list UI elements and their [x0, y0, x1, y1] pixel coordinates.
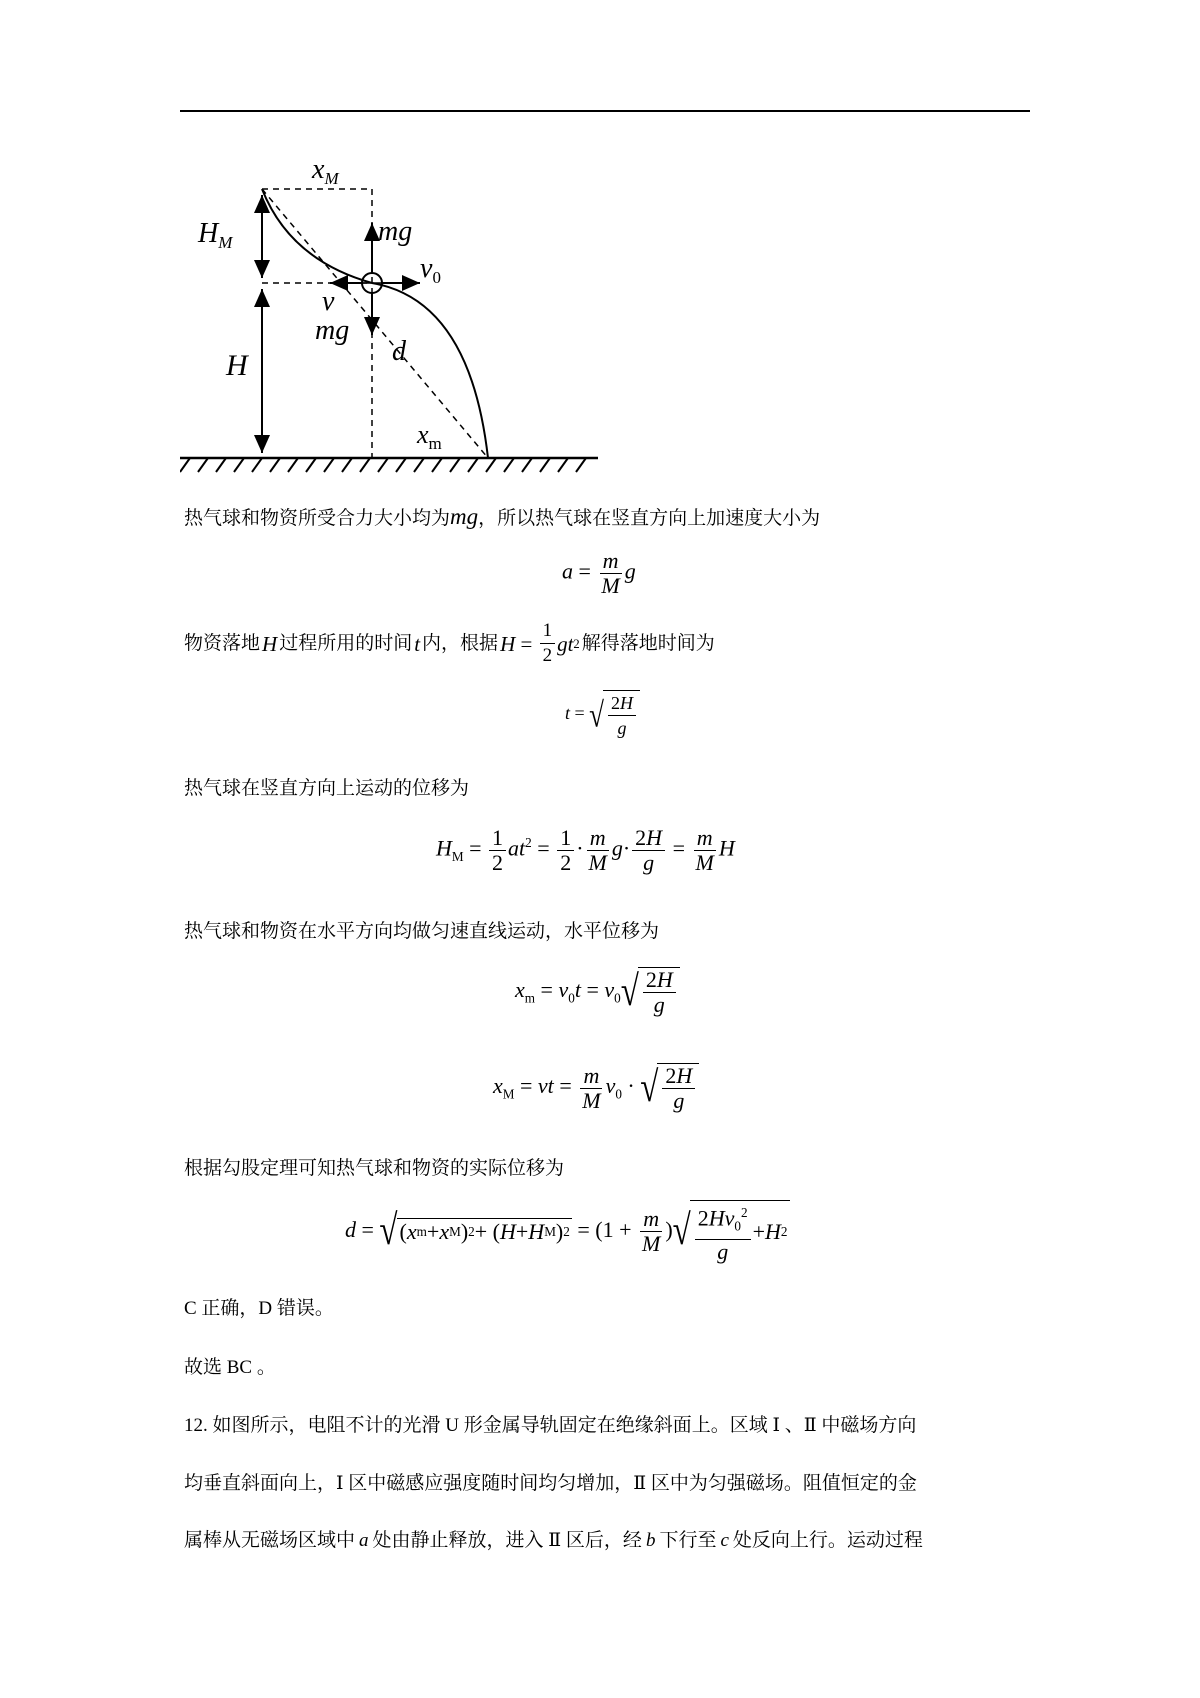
- label-v: v: [322, 286, 335, 317]
- text-line-6: C 正确，D 错误。: [184, 1298, 334, 1319]
- equation-HM: $H_M$ = $\frac{1}{2}$ $at^2$ = $\frac{1}{2}$ · $\frac{m}{M}$ g· $\frac{2H}{g}$ = $\frac{m}{M}$ H: [436, 825, 735, 875]
- text-line-5: 根据勾股定理可知热气球和物资的实际位移为: [184, 1158, 565, 1179]
- q12-line-3-a: 属棒从无磁场区域中: [184, 1530, 356, 1551]
- text-line-1-b: ，所以热气球在竖直方向上加速度大小为: [478, 508, 821, 529]
- text-line-1: [184, 503, 820, 533]
- question-12-line-2: 均垂直斜面向上，Ⅰ 区中磁感应强度随时间均匀增加，Ⅱ 区中为匀强磁场。阻值恒定的金: [184, 1473, 917, 1494]
- balloon-trajectory: [262, 189, 372, 283]
- text-line-2-a: 物资落地: [184, 632, 261, 654]
- object-trajectory: [372, 283, 488, 458]
- text-line-3: 热气球在竖直方向上运动的位移为: [184, 778, 470, 799]
- equation-time: t = √ $\frac{2H}{g}$: [565, 690, 640, 740]
- equation-acceleration: a = $\frac{m}{M}$ g: [562, 548, 636, 598]
- question-12-line-1: 12. 如图所示，电阻不计的光滑 U 形金属导轨固定在绝缘斜面上。区域 Ⅰ 、Ⅱ 中磁场方向: [184, 1415, 917, 1436]
- text-line-2-b: 过程所用的时间: [279, 632, 413, 654]
- equation-xm: $x_m = v_0t = v_0$ √ $\frac{2H}{g}$: [515, 967, 680, 1017]
- inline-formula-H: H = $\frac{1}{2}$ gt 2: [500, 620, 580, 666]
- q12-var-a: a: [359, 1530, 369, 1551]
- question-12-line-3: [184, 1527, 923, 1555]
- label-mg-down: mg: [315, 315, 350, 346]
- text-line-4: 热气球和物资在水平方向均做匀速直线运动，水平位移为: [184, 921, 660, 942]
- equation-d: d = √ ( x m + x M ) 2 + ( H + H M ) 2 = (1 + $\frac{m}{M}$ ) √ $\frac{2Hv_0^2}{g}$ + H 2: [345, 1200, 790, 1264]
- text-line-1-a: 热气球和物资所受合力大小均为: [184, 508, 451, 529]
- text-line-2-d: 解得落地时间为: [581, 632, 715, 654]
- header-rule: [180, 110, 1030, 112]
- text-line-2-t: t: [414, 631, 421, 656]
- equation-xM: $x_M$ = vt = $\frac{m}{M}$ $v_0$ · √ $\frac{2H}{g}$: [493, 1063, 699, 1113]
- text-line-7: 故选 BC 。: [184, 1357, 276, 1378]
- text-line-2-c: 内，根据: [422, 632, 499, 654]
- text-line-2: [184, 619, 715, 668]
- label-HM: $H_M$: [198, 218, 233, 252]
- ground-hatching: [180, 458, 586, 472]
- label-xM: $x_M$: [312, 154, 339, 188]
- label-xm: $x_m$: [417, 420, 442, 453]
- label-H: H: [226, 349, 248, 382]
- label-mg-up: mg: [378, 216, 413, 247]
- text-line-2-H: H: [262, 631, 278, 656]
- label-v0: $v_0$: [420, 253, 441, 287]
- label-d: d: [392, 336, 406, 367]
- displacement-dashed-line: [262, 189, 488, 458]
- q12-var-b: b: [645, 1530, 656, 1551]
- balloon-motion-figure: [180, 150, 620, 480]
- q12-line-3-c: 下行至: [659, 1530, 717, 1551]
- q12-line-3-d: 处反向上行。运动过程: [732, 1530, 923, 1551]
- text-line-1-mg: mg: [450, 504, 479, 529]
- q12-var-c: c: [720, 1530, 729, 1551]
- q12-line-3-b: 处由静止释放，进入 Ⅱ 区后，经: [372, 1530, 642, 1551]
